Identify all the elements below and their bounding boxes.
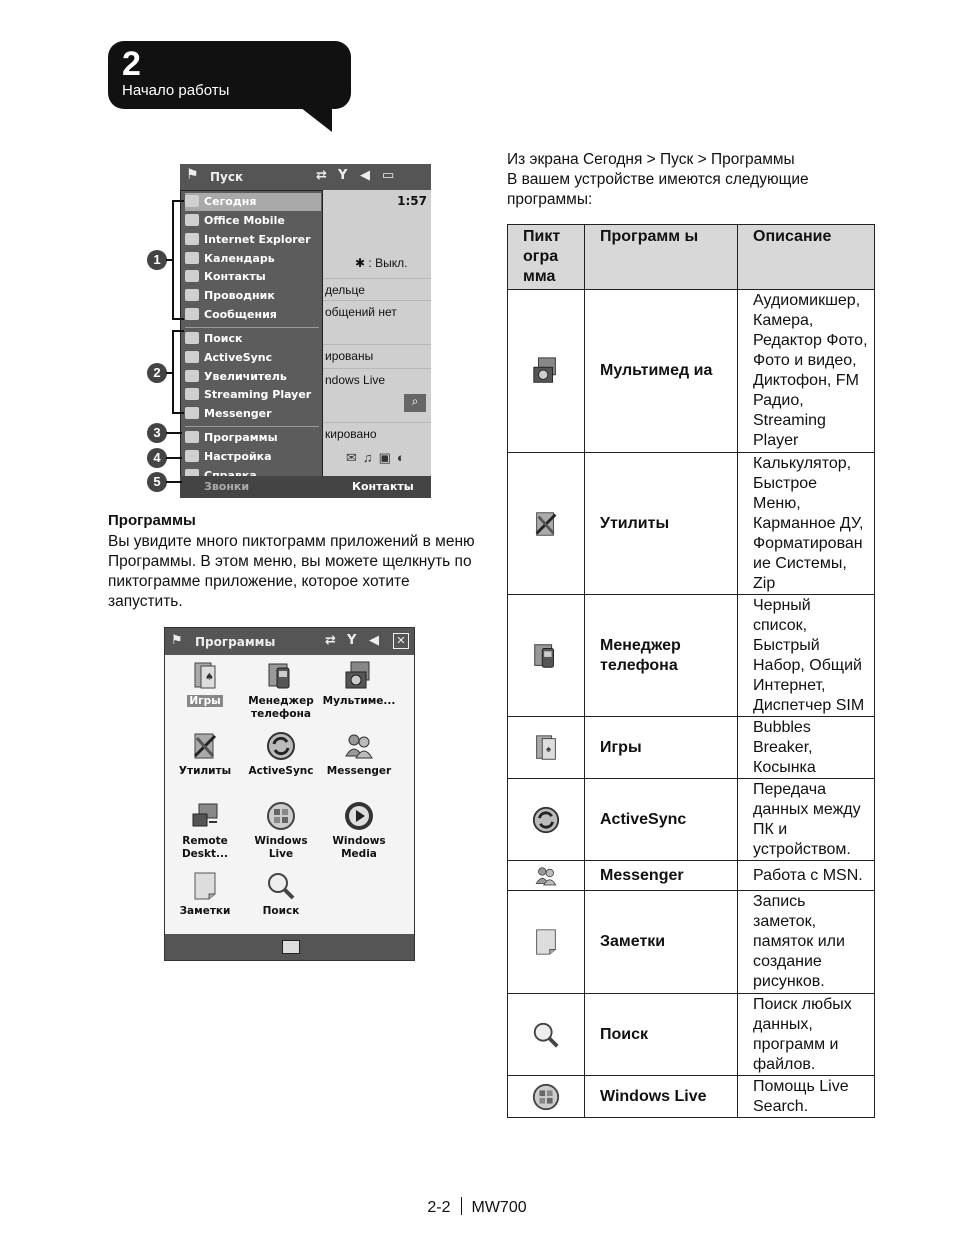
activesync-icon bbox=[265, 730, 297, 762]
signal-icon: Y bbox=[338, 168, 348, 183]
intro-text bbox=[507, 150, 877, 210]
program-description: Bubbles Breaker, Косынка bbox=[738, 717, 875, 779]
program-name: Игры bbox=[585, 717, 738, 779]
program-description: Черный список, Быстрый Набор, Общий Интернет, Диспетчер SIM bbox=[738, 595, 875, 717]
menu-item-streaming[interactable]: Streaming Player bbox=[185, 386, 321, 404]
phone-manager-icon bbox=[531, 641, 561, 671]
program-name: Мультимед иа bbox=[585, 290, 738, 453]
windows-flag-icon: ⚑ bbox=[171, 633, 183, 648]
intro-line-1: Из экрана Сегодня > Пуск > Программы bbox=[507, 151, 795, 168]
games-icon bbox=[531, 733, 561, 763]
header-icon: Пикт огра мма bbox=[508, 225, 585, 290]
search-icon bbox=[265, 870, 297, 902]
messenger-icon bbox=[343, 730, 375, 762]
menu-item-activesync[interactable]: ActiveSync bbox=[185, 349, 321, 367]
activesync-icon bbox=[185, 351, 199, 363]
windows-live-icon bbox=[265, 800, 297, 832]
menu-item-messages[interactable]: Сообщения bbox=[185, 306, 321, 324]
battery-icon: ▭ bbox=[382, 168, 395, 183]
menu-item-today[interactable]: Сегодня bbox=[185, 193, 321, 211]
intro-line-2: В вашем устройстве имеются следующие программы: bbox=[507, 171, 809, 208]
search-icon: ⌕ bbox=[404, 394, 426, 412]
phone-manager-icon bbox=[265, 660, 297, 692]
status-icons: ✉♫▣◐ bbox=[346, 450, 411, 465]
callout-2: 2 bbox=[147, 363, 167, 383]
search-icon bbox=[531, 1020, 561, 1050]
signal-icon: Y bbox=[347, 633, 357, 648]
table-row bbox=[508, 717, 875, 779]
program-description: Помощь Live Search. bbox=[738, 1076, 875, 1118]
program-windows-media[interactable]: Windows Media bbox=[319, 800, 399, 861]
callout-line bbox=[166, 457, 182, 459]
section-heading: Программы bbox=[108, 512, 196, 529]
bluetooth-status: : Выкл. bbox=[368, 256, 408, 270]
volume-icon: ◀ bbox=[369, 633, 379, 648]
menu-item-programs[interactable]: Программы bbox=[185, 429, 321, 447]
chapter-badge bbox=[108, 41, 351, 109]
window-title: Программы bbox=[195, 635, 276, 649]
program-name: Поиск bbox=[585, 994, 738, 1076]
menu-item-settings[interactable]: Настройка bbox=[185, 448, 321, 466]
callout-1: 1 bbox=[147, 250, 167, 270]
windows-media-icon bbox=[343, 800, 375, 832]
ie-icon bbox=[185, 233, 199, 245]
callout-bracket bbox=[172, 200, 184, 320]
callout-bracket bbox=[172, 330, 184, 414]
today-line: ndows Live bbox=[322, 368, 431, 390]
program-name: Windows Live bbox=[585, 1076, 738, 1118]
callout-5: 5 bbox=[147, 472, 167, 492]
start-menu-screenshot bbox=[180, 164, 431, 498]
programs-icon bbox=[185, 431, 199, 443]
callout-4: 4 bbox=[147, 448, 167, 468]
remote-desktop-icon bbox=[189, 800, 221, 832]
footer-separator bbox=[461, 1197, 462, 1215]
keyboard-icon[interactable] bbox=[282, 940, 300, 954]
table-row bbox=[508, 453, 875, 595]
messenger-icon bbox=[185, 407, 199, 419]
table-row bbox=[508, 994, 875, 1076]
softkey-right[interactable]: Контакты bbox=[352, 480, 414, 493]
svg-text:♠: ♠ bbox=[205, 672, 214, 683]
windows-flag-icon: ⚑ bbox=[186, 167, 199, 183]
program-description: Запись заметок, памяток или создание рисунков. bbox=[738, 891, 875, 994]
softkey-bar bbox=[180, 476, 431, 498]
table-row bbox=[508, 779, 875, 861]
programs-table bbox=[507, 224, 875, 1118]
today-line: ированы bbox=[322, 344, 431, 366]
chapter-badge-tail bbox=[296, 104, 332, 132]
menu-item-contacts[interactable]: Контакты bbox=[185, 268, 321, 286]
table-row bbox=[508, 861, 875, 891]
program-description: Калькулятор, Быстрое Меню, Карманное ДУ, Форматирован ие Системы, Zip bbox=[738, 453, 875, 595]
programs-screenshot bbox=[164, 627, 415, 961]
table-row bbox=[508, 891, 875, 994]
menu-item-messenger[interactable]: Messenger bbox=[185, 405, 321, 423]
sync-icon: ⇄ bbox=[325, 633, 336, 648]
chapter-title: Начало работы bbox=[122, 82, 230, 99]
chapter-number: 2 bbox=[122, 45, 141, 83]
today-line: общений нет bbox=[322, 300, 431, 322]
streaming-icon bbox=[185, 388, 199, 400]
close-icon[interactable]: ✕ bbox=[393, 633, 409, 649]
program-games[interactable]: ♠ Игры bbox=[165, 660, 245, 708]
home-icon bbox=[185, 195, 199, 207]
program-description: Работа с MSN. bbox=[738, 861, 875, 891]
menu-item-magnifier[interactable]: Увеличитель bbox=[185, 368, 321, 386]
settings-icon bbox=[185, 450, 199, 462]
program-multimedia[interactable]: Мультиме... bbox=[319, 660, 399, 708]
program-name: Messenger bbox=[585, 861, 738, 891]
menu-item-explorer[interactable]: Проводник bbox=[185, 287, 321, 305]
callout-line bbox=[166, 481, 182, 483]
callout-3: 3 bbox=[147, 423, 167, 443]
section-text: Вы увидите много пиктограмм приложений в меню Программы. В этом меню, вы можете щелкнуть по пиктограмме приложение, которое хотите запустить. bbox=[108, 533, 475, 610]
multimedia-icon bbox=[343, 660, 375, 692]
today-line: дельце bbox=[322, 278, 431, 300]
activesync-icon bbox=[531, 805, 561, 835]
program-windows-live[interactable]: Windows Live bbox=[241, 800, 321, 861]
program-name: Менеджер телефона bbox=[585, 595, 738, 717]
messenger-icon bbox=[531, 864, 561, 888]
window-title: Пуск bbox=[210, 170, 244, 184]
program-remote-desktop[interactable]: Remote Deskt... bbox=[165, 800, 245, 861]
table-row bbox=[508, 1076, 875, 1118]
utilities-icon bbox=[531, 509, 561, 539]
title-bar bbox=[180, 164, 431, 190]
header-description: Описание bbox=[738, 225, 875, 290]
magnifier-icon bbox=[185, 370, 199, 382]
contacts-icon bbox=[185, 270, 199, 282]
messages-icon bbox=[185, 308, 199, 320]
sync-icon: ⇄ bbox=[316, 168, 327, 183]
windows-live-icon bbox=[531, 1082, 561, 1112]
program-name: Утилиты bbox=[585, 453, 738, 595]
notes-icon bbox=[189, 870, 221, 902]
table-row bbox=[508, 290, 875, 453]
calendar-icon bbox=[185, 252, 199, 264]
program-name: ActiveSync bbox=[585, 779, 738, 861]
callout-line bbox=[166, 432, 182, 434]
explorer-icon bbox=[185, 289, 199, 301]
search-icon bbox=[185, 332, 199, 344]
program-phone-manager[interactable]: Менеджер телефона bbox=[241, 660, 321, 721]
program-description: Передача данных между ПК и устройством. bbox=[738, 779, 875, 861]
program-name: Заметки bbox=[585, 891, 738, 994]
program-description: Поиск любых данных, программ и файлов. bbox=[738, 994, 875, 1076]
title-bar bbox=[165, 628, 414, 655]
svg-text:♠: ♠ bbox=[546, 743, 551, 754]
page-number: 2-2 bbox=[427, 1199, 451, 1216]
program-search[interactable]: Поиск bbox=[241, 870, 321, 918]
menu-separator bbox=[185, 426, 319, 427]
softkey-bar bbox=[165, 934, 414, 960]
start-menu bbox=[180, 190, 323, 483]
notes-icon bbox=[531, 927, 561, 957]
menu-separator bbox=[185, 327, 319, 328]
softkey-left[interactable]: Звонки bbox=[204, 480, 250, 493]
header-program: Программ ы bbox=[585, 225, 738, 290]
office-icon bbox=[185, 214, 199, 226]
program-utilities[interactable]: Утилиты bbox=[165, 730, 245, 778]
model-name: MW700 bbox=[471, 1199, 527, 1216]
multimedia-icon bbox=[531, 356, 561, 386]
menu-item-calendar[interactable]: Календарь bbox=[185, 250, 321, 268]
menu-item-search[interactable]: Поиск bbox=[185, 330, 321, 348]
today-screen bbox=[322, 190, 431, 476]
today-line: кировано bbox=[322, 422, 431, 444]
table-header-row bbox=[508, 225, 875, 290]
bluetooth-icon: ✱ bbox=[355, 256, 366, 270]
program-activesync[interactable]: ActiveSync bbox=[241, 730, 321, 778]
program-messenger[interactable]: Messenger bbox=[319, 730, 399, 778]
volume-icon: ◀ bbox=[360, 168, 370, 183]
page-footer bbox=[0, 1197, 954, 1217]
menu-item-ie[interactable]: Internet Explorer bbox=[185, 231, 321, 249]
menu-item-office[interactable]: Office Mobile bbox=[185, 212, 321, 230]
table-row bbox=[508, 595, 875, 717]
program-notes[interactable]: Заметки bbox=[165, 870, 245, 918]
games-icon bbox=[189, 660, 221, 692]
utilities-icon bbox=[189, 730, 221, 762]
program-description: Аудиомикшер, Камера, Редактор Фото, Фото и видео, Диктофон, FM Радио, Streaming Player bbox=[738, 290, 875, 453]
clock: 1:57 bbox=[397, 194, 427, 208]
